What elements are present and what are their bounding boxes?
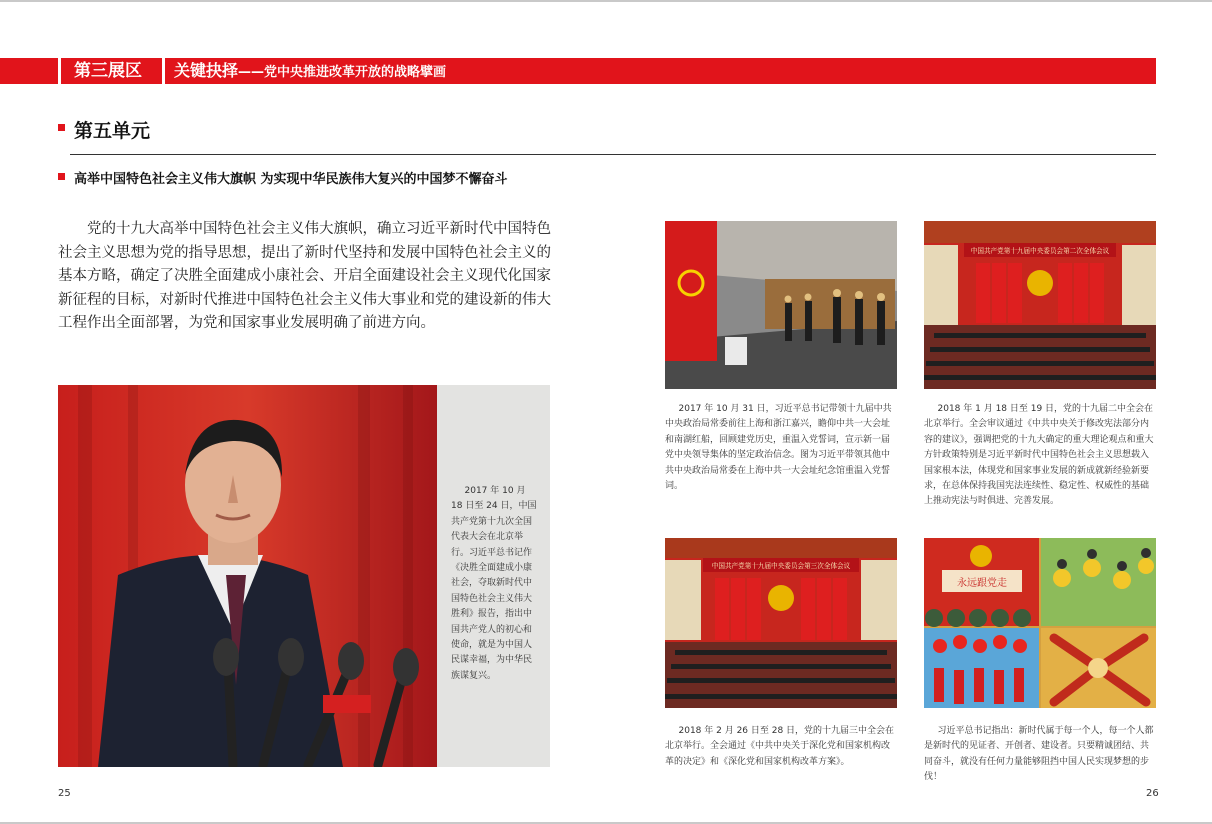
exhibition-theme-title	[174, 58, 446, 84]
session-banner-text: 中国共产党第十九届中央委员会第二次全体会议	[970, 247, 1110, 255]
photo-caption: 2018 年 2 月 26 日至 28 日，党的十九届三中全会在北京举行。全会通过《中共中央关于深化党和国家机构改革的决定》和《深化党和国家机构改革方案》。	[665, 726, 895, 767]
session-banner-text: 中国共产党第十九届中央委员会第三次全体会议	[711, 562, 851, 570]
photo-second-plenary-session	[924, 221, 1156, 389]
theme-title-main: 关键抉择	[174, 61, 239, 80]
unit-title: 第五单元	[74, 120, 151, 142]
collage-sign-text: 永远跟党走	[957, 578, 1007, 589]
section-bullet-square	[58, 173, 65, 180]
photo-caption: 2017 年 10 月 31 日，习近平总书记带领十九届中共中央政治局常委前往上海和浙江嘉兴，瞻仰中共一大会址和南湖红船，回顾建党历史，重温入党誓词，宣示新一届党中央领导集体的坚定政治信念。图为习近平带领其他中共中央政治局常委在上海中共一大会址纪念馆重温入党誓词。	[665, 404, 892, 492]
page-number-right: 26	[1146, 788, 1159, 799]
banner-divider	[162, 58, 165, 84]
heading-rule	[70, 154, 1156, 155]
unit-bullet-square	[58, 124, 65, 131]
main-photo-caption: 2017 年 10 月 18 日至 24 日，中国共产党第十九次全国代表大会在北京举行。习近平总书记作《决胜全面建成小康社会，夺取新时代中国特色社会主义伟大胜利》报告，指出中国共产党人的初心和使命，就是为中国人民谋幸福，为中华民族谋复兴。	[451, 486, 537, 681]
photo-third-plenary-session	[665, 538, 897, 708]
exhibition-hall-label: 第三展区	[74, 61, 142, 81]
photo-caption: 2018 年 1 月 18 日至 19 日，党的十九届二中全会在北京举行。全会审议通过《中共中央关于修改宪法部分内容的建议》，强调把党的十九大确定的重大理论观点和重大方针政策特别是习近平新时代中国特色社会主义思想载入国家根本法，体现党和国家事业发展的新成就新经验新要求，在总体保持我国宪法连续性、稳定性、权威性的基础上推动宪法与时俱进、完善发展。	[924, 404, 1154, 507]
photo-memorial-hall-oath	[665, 221, 897, 389]
theme-subtitle: ——党中央推进改革开放的战略擘画	[238, 65, 447, 80]
banner-divider	[58, 58, 61, 84]
photo-caption: 习近平总书记指出：新时代属于每一个人，每一个人都是新时代的见证者、开创者、建设者。只要精诚团结、共同奋斗，就没有任何力量能够阻挡中国人民实现梦想的步伐！	[924, 726, 1154, 783]
photo-collage-celebrations	[924, 538, 1156, 708]
page-number-left: 25	[58, 788, 71, 799]
intro-paragraph: 党的十九大高举中国特色社会主义伟大旗帜，确立习近平新时代中国特色社会主义思想为党的指导思想，提出了新时代坚持和发展中国特色社会主义的基本方略，确定了决胜全面建成小康社会、开启全面建设社会主义现代化国家新征程的目标，对新时代推进中国特色社会主义伟大事业和党的建设新的伟大工程作出全面部署，为党和国家事业发展明确了前进方向。	[58, 221, 551, 331]
page-top-border	[0, 0, 1212, 2]
main-photo-speaker	[58, 385, 437, 767]
section-title: 高举中国特色社会主义伟大旗帜 为实现中华民族伟大复兴的中国梦不懈奋斗	[74, 172, 508, 187]
